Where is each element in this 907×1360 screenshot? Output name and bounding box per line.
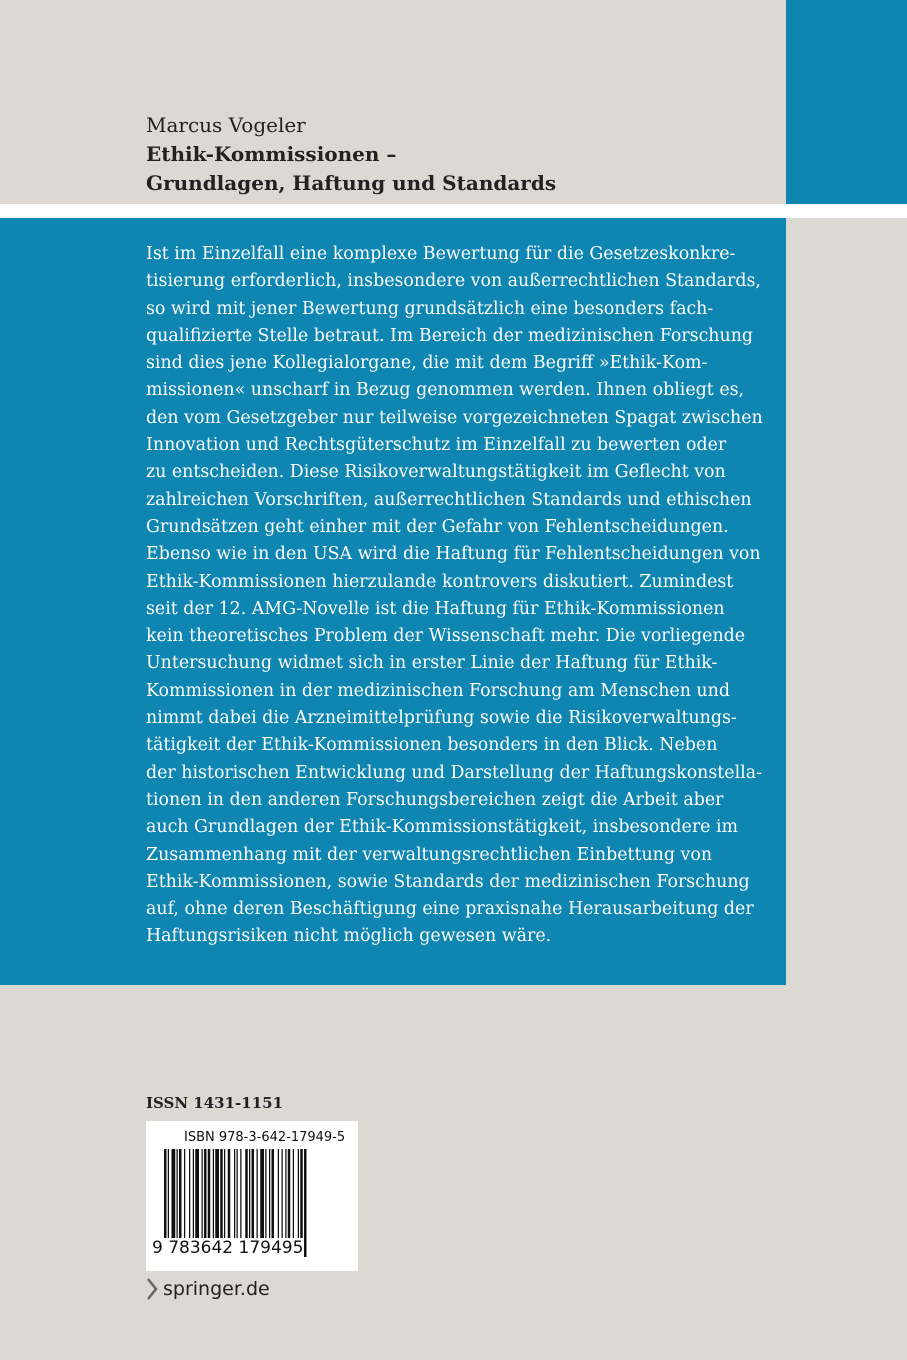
blurb-line: sind dies jene Kollegialorgane, die mit dem Begriff »Ethik-Kom- xyxy=(146,353,708,374)
barcode-bar xyxy=(272,1149,275,1245)
barcode-bar xyxy=(298,1149,299,1245)
barcode-bar xyxy=(304,1149,307,1257)
blurb-line: nimmt dabei die Arzneimittelprüfung sowie die Risikoverwaltungs- xyxy=(146,708,737,729)
chevron-right-icon xyxy=(146,1278,158,1300)
barcode-bar xyxy=(278,1149,279,1245)
barcode-bar xyxy=(249,1149,250,1245)
barcode-bar xyxy=(193,1149,194,1245)
blurb-line: tisierung erforderlich, insbesondere von außerrechtlichen Standards, xyxy=(146,271,761,292)
barcode-bar xyxy=(224,1149,225,1245)
barcode-bar xyxy=(208,1149,211,1245)
blurb-line: Grundsätzen geht einher mit der Gefahr von Fehlentscheidungen. xyxy=(146,516,729,537)
barcode-bar xyxy=(189,1149,190,1245)
blurb-line: missionen« unscharf in Bezug genommen werden. Ihnen obliegt es, xyxy=(146,380,745,401)
blurb-line: den vom Gesetzgeber nur teilweise vorgezeichneten Spagat zwischen xyxy=(146,407,763,428)
book-title-line-2: Grundlagen, Haftung und Standards xyxy=(146,171,557,195)
isbn-number: ISBN 978-3-642-17949-5 xyxy=(184,1130,346,1145)
barcode-bar xyxy=(285,1149,286,1245)
issn-label: ISSN 1431-1151 xyxy=(146,1094,284,1112)
barcode-bar xyxy=(195,1149,199,1245)
blurb-line: kein theoretisches Problem der Wissenschaft mehr. Die vorliegende xyxy=(146,626,746,647)
author-name: Marcus Vogeler xyxy=(146,113,306,137)
barcode-bar xyxy=(257,1149,258,1245)
book-title-line-1: Ethik-Kommissionen – xyxy=(146,142,397,166)
barcode-bar xyxy=(282,1149,283,1245)
blurb-line: tionen in den anderen Forschungsbereichen zeigt die Arbeit aber xyxy=(146,789,724,810)
blurb-line: tätigkeit der Ethik-Kommissionen besonders in den Blick. Neben xyxy=(146,735,718,756)
barcode-bar xyxy=(172,1149,176,1245)
blurb-line: Zusammenhang mit der verwaltungsrechtlichen Einbettung von xyxy=(146,844,713,865)
blurb-line: seit der 12. AMG-Novelle ist die Haftung für Ethik-Kommissionen xyxy=(146,598,725,619)
top-right-color-strip xyxy=(786,0,907,204)
blurb-line: Ist im Einzelfall eine komplexe Bewertung für die Gesetzeskonkre- xyxy=(146,244,736,264)
barcode-bar xyxy=(228,1149,231,1245)
barcode-bar xyxy=(215,1149,219,1245)
barcode-bar xyxy=(260,1149,264,1245)
barcode-bar xyxy=(300,1149,303,1245)
barcode-bar xyxy=(220,1149,223,1245)
blurb-line: zu entscheiden. Diese Risikoverwaltungstätigkeit im Geflecht von xyxy=(146,462,726,483)
blurb-line: Ebenso wie in den USA wird die Haftung für Fehlentscheidungen von xyxy=(146,544,761,565)
barcode-bar xyxy=(265,1149,266,1245)
cover-header xyxy=(146,110,766,198)
barcode-bar xyxy=(240,1149,241,1245)
barcode-bar xyxy=(179,1149,182,1245)
barcode-bar xyxy=(204,1149,207,1245)
barcode-bar xyxy=(213,1149,214,1245)
barcode-bar xyxy=(245,1149,248,1245)
blurb-line: so wird mit jener Bewertung grundsätzlich eine besonders fach- xyxy=(146,298,714,319)
blurb-line: Kommissionen in der medizinischen Forschung am Menschen und xyxy=(146,680,730,701)
barcode-bar xyxy=(252,1149,255,1245)
blurb-text xyxy=(146,241,763,951)
barcode-bar xyxy=(293,1149,294,1245)
divider-stripe xyxy=(0,204,907,218)
barcode-bar xyxy=(177,1149,178,1245)
publisher-url: springer.de xyxy=(163,1278,270,1300)
blurb-line: auf, ohne deren Beschäftigung eine praxisnahe Herausarbeitung der xyxy=(146,899,754,920)
blurb-line: qualifizierte Stelle betraut. Im Bereich der medizinischen Forschung xyxy=(146,325,754,346)
blurb-line: Innovation und Rechtsgüterschutz im Einzelfall zu bewerten oder xyxy=(146,435,727,456)
barcode-bar xyxy=(184,1149,185,1245)
blurb-line: zahlreichen Vorschriften, außerrechtlichen Standards und ethischen xyxy=(146,489,752,510)
barcode-bar xyxy=(288,1149,291,1245)
barcode-bar xyxy=(269,1149,270,1245)
blurb-line: Untersuchung widmet sich in erster Linie der Haftung für Ethik- xyxy=(146,653,718,674)
blurb-line: Haftungsrisiken nicht möglich gewesen wäre. xyxy=(146,926,552,947)
blurb-line: auch Grundlagen der Ethik-Kommissionstätigkeit, insbesondere im xyxy=(146,817,739,838)
barcode-bar xyxy=(234,1149,235,1245)
blurb-line: Ethik-Kommissionen hierzulande kontrovers diskutiert. Zumindest xyxy=(146,571,734,592)
publisher-link[interactable] xyxy=(146,1278,270,1300)
barcode-label xyxy=(146,1121,358,1271)
blurb-line: der historischen Entwicklung und Darstellung der Haftungskonstella- xyxy=(146,762,762,783)
blurb-line: Ethik-Kommissionen, sowie Standards der medizinischen Forschung xyxy=(146,871,750,892)
barcode-bar xyxy=(202,1149,203,1245)
barcode-digits: 9 783642 179495 xyxy=(152,1238,304,1258)
